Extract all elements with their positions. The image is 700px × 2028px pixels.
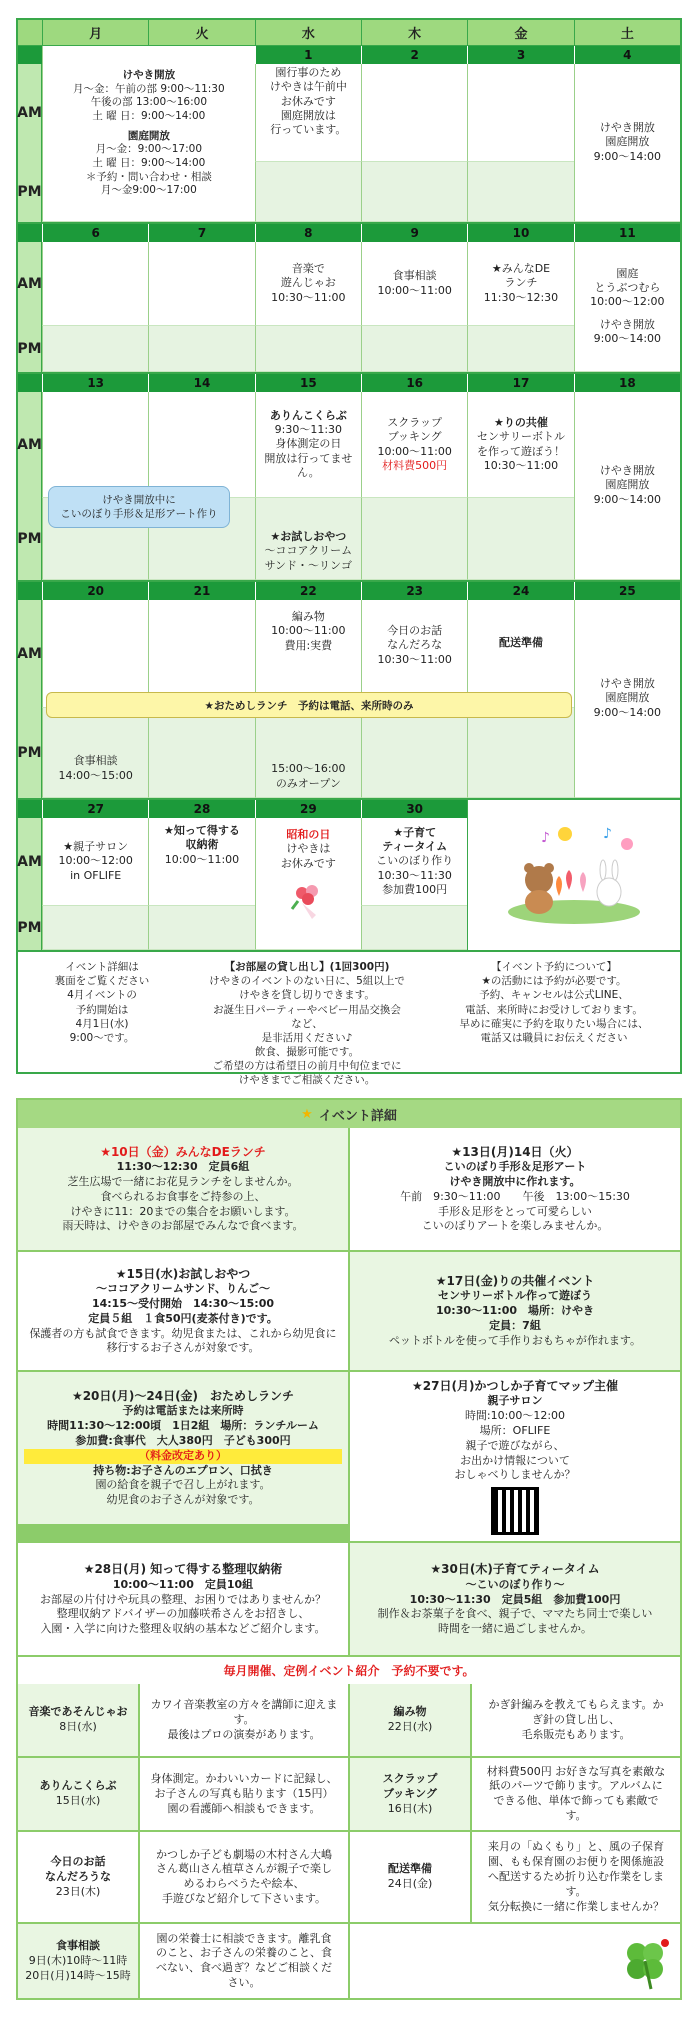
event-detail-30: ★30日(木)子育てティータイム ～こいのぼり作り～ 10:30～11:30 定員5組 参加費100円 制作＆お茶菓子を食べ、親子で、ママたち同士で楽しい 時間を一緒に過ごしませんか。 — [350, 1543, 680, 1655]
koinobori-banner: けやき開放中に こいのぼり手形＆足形アート作り — [48, 486, 230, 528]
svg-text:♪: ♪ — [541, 830, 551, 846]
event-4: けやき開放 園庭開放 9:00～14:00 — [574, 64, 680, 222]
regular-events-header: 毎月開催、定例イベント紹介 予約不要です。 — [18, 1655, 680, 1684]
date-27: 27 — [42, 800, 148, 818]
regular-events: 音楽であそんじゃお 8日(水) カワイ音楽教室の方々を講師に迎えます。 最後はプロの演奏があります。 編み物 22日(水) かぎ針編みを教えてもらえます。か ぎ針の貸し出し、 毛糸販売もあります。 ありんこくらぶ 15日(水) 身体測定。かわいいカードに記録し、 お子さんの写真も貼ります（15円） 園の看護師へ相談もできます。 スクラップ ブッキング 16日(木) 材料費500円 お好きな写真を素敵な 紙のパーツで飾ります。アルバムに できる他、単体で飾っても素敵で す。 今日のお話 なんだろうな 23日(木) かつしか子ども劇場の木村さん大嶋 さん葛山さん植草さんが親子で楽し めるわらべうたや絵本、 手遊びなど紹介して下さいます。 配送準備 24日(金) 来月の「ぬくもり」と、風の子保育 園、もも保育園のお便りを関係施設 へ配送するため折り込む作業をしま す。 気分転換に一緒に作業しませんか？ 食事相談 9日(木)10時～11時 20日(月)14時～15時 園の栄養士に相談できます。離乳食 のこと、お子さんの栄養のこと、食 べない、食べ過ぎ？などご相談くだ さい。 — [18, 1684, 680, 1998]
date-8: 8 — [255, 224, 361, 242]
event-24: 配送準備 — [467, 600, 573, 708]
date-14: 14 — [148, 374, 254, 392]
event-detail-10: ★10日（金）みんなDEランチ 11:30～12:30 定員6組 芝生広場で一緒にお花見ランチをしませんか。 食べられるお食事をご持参の上、 けやきに11：20までの集合をお願いします。 雨天時は、けやきのお部屋でみんなで食べます。 — [18, 1128, 348, 1250]
flower-bouquet-icon — [286, 879, 330, 923]
date-30: 30 — [361, 800, 467, 818]
note-reservation: 【イベント予約について】 ★の活動には予約が必要です。 予約、キャンセルは公式LINE、 電話、来所時にお受けしております。 早めに確実に予約を取りたい場合には、 電話又は職員にお伝えください — [459, 961, 649, 1044]
event-30: ★子育て ティータイム こいのぼり作り 10:30～11:30 参加費100円 — [361, 818, 467, 906]
regular-story: 今日のお話 なんだろうな 23日(木) — [18, 1832, 138, 1922]
date-9: 9 — [361, 224, 467, 242]
week-5: 27 28 29 30 AM PM ★親子サロン 10:00～12:00 in OFLIFE ★知って得する 収納術 10:00～11:00 昭和の日 けやきは お休みです ★子育て ティータイム こいのぼり作り 10:30～11:30 参加費100円 ♪ ♪ — [18, 800, 680, 950]
date-13: 13 — [42, 374, 148, 392]
lunch-banner: ★おためしランチ 予約は電話、来所時のみ — [46, 692, 572, 718]
event-8: 音楽で 遊んじゃお 10:30～11:00 — [255, 242, 361, 326]
event-10: ★みんなDE ランチ 11:30～12:30 — [467, 242, 573, 326]
date-17: 17 — [467, 374, 573, 392]
event-detail-17: ★17日(金)りの共催イベント センサリーボトル作って遊ぼう 10:30～11:00 場所：けやき 定員：7組 ペットボトルを使って手作りおもちゃが作れます。 — [350, 1252, 680, 1370]
star-icon: ★ — [301, 1106, 313, 1122]
day-mon: 月 — [42, 20, 148, 45]
regular-scrapbooking: スクラップ ブッキング 16日(木) — [350, 1758, 470, 1830]
week-2: 6 7 8 9 10 11 AM PM 音楽で 遊んじゃお 10:30～11:00 食事相談 10:00～11:00 ★みんなDE ランチ 11:30～12:30 園庭 とうぶつむら 10:00～12:00 けやき開放 9:00～14:00 — [18, 224, 680, 374]
date-4: 4 — [574, 46, 680, 64]
event-detail-28: ★28日(月) 知って得する整理収納術 10:00～11:00 定員10組 お部屋の片付けや玩具の整理、お困りではありませんか？ 整理収納アドバイザーの加藤咲希さんをお招きし、 入園・入学に向けた整理＆収納の基本などご紹介します。 — [18, 1543, 348, 1655]
date-6: 6 — [42, 224, 148, 242]
day-tue: 火 — [148, 20, 254, 45]
date-2: 2 — [361, 46, 467, 64]
day-fri: 金 — [467, 20, 573, 45]
event-29: 昭和の日 けやきは お休みです — [255, 818, 361, 950]
date-29: 29 — [255, 800, 361, 818]
date-28: 28 — [148, 800, 254, 818]
event-9: 食事相談 10:00～11:00 — [361, 242, 467, 326]
date-21: 21 — [148, 582, 254, 600]
event-detail-15: ★15日(水)お試しおやつ ～ココアクリームサンド、りんご～ 14:15～受付開始 14:30～15:00 定員５組 １食50円(麦茶付き)です。 保護者の方も試食できます。幼児食または、これから幼児食に 移行するお子さんが対象です。 — [18, 1252, 348, 1370]
bear-rabbit-tulips-icon — [499, 820, 649, 930]
qr-code[interactable] — [491, 1487, 539, 1535]
pm-label: PM — [18, 162, 42, 222]
event-1: 園行事のため けやきは午前中 お休みです 園庭開放は 行っています。 — [255, 64, 361, 162]
date-1: 1 — [255, 46, 361, 64]
date-18: 18 — [574, 374, 680, 392]
weekday-header — [18, 20, 680, 46]
clover-illustration — [350, 1924, 680, 1998]
regular-delivery: 配送準備 24日(金) — [350, 1832, 470, 1922]
event-22-pm: 15:00～16:00 のみオープン — [255, 708, 361, 798]
clover-icon — [615, 1931, 675, 1991]
event-details — [16, 1098, 682, 2000]
svg-text:♪: ♪ — [603, 826, 613, 842]
event-25: けやき開放 園庭開放 9:00～14:00 — [574, 600, 680, 798]
event-17: ★りの共催 センサリーボトル を作って遊ぼう！ 10:30～11:00 — [467, 392, 573, 498]
date-24: 24 — [467, 582, 573, 600]
note-room-rental: 【お部屋の貸し出し】(1回300円) けやきのイベントのない日に、5組以上で けやきを貸し切りできます。 お誕生日パーティーやベビー用品交換会 など、 是非活用ください♪ 飲食、撮影可能です。 ご希望の方は希望日の前月中旬位までに けやきまでご相談ください。 — [209, 961, 405, 1087]
event-16: スクラップ ブッキング 10:00～11:00 材料費500円 — [361, 392, 467, 498]
event-22-am: 編み物 10:00～11:00 費用:実費 — [255, 600, 361, 708]
event-15-pm: ★お試しおやつ ～ココアクリーム サンド・～リンゴ — [255, 498, 361, 580]
regular-knitting: 編み物 22日(水) — [350, 1684, 470, 1756]
regular-meal-consult: 食事相談 9日(木)10時～11時 20日(月)14時～15時 — [18, 1924, 138, 1998]
event-detail-27: ★27日(月)かつしか子育てマップ主催 親子サロン 時間:10:00～12:00 場所：OFLIFE 親子で遊びながら、 お出かけ情報について おしゃべりしませんか？ — [350, 1372, 680, 1541]
regular-music: 音楽であそんじゃお 8日(水) — [18, 1684, 138, 1756]
day-thu: 木 — [361, 20, 467, 45]
regular-arinko: ありんこくらぶ 15日(水) — [18, 1758, 138, 1830]
event-11: 園庭 とうぶつむら 10:00～12:00 けやき開放 9:00～14:00 — [574, 242, 680, 372]
date-22: 22 — [255, 582, 361, 600]
date-3: 3 — [467, 46, 573, 64]
date-25: 25 — [574, 582, 680, 600]
event-detail-20-24: ★20日(月)～24日(金) おためしランチ 予約は電話または来所時 時間11:30～12:00頃 1日2組 場所：ランチルーム 参加費:食事代 大人380円 子ども300円 （料金改定あり） 持ち物:お子さんのエプロン、口拭き 園の給食を親子で召し上がれます。 幼児食のお子さんが対象です。 — [18, 1372, 348, 1524]
week-3: 13 14 15 16 17 18 AM PM ありんこくらぶ 9:30～11:30 身体測定の日 開放は行ってませ ん。 スクラップ ブッキング 10:00～11:00 材料費500円 ★りの共催 センサリーボトル を作って遊ぼう！ 10:30～11:00 けやき開放 園庭開放 9:00～14:00 ★お試しおやつ ～ココアクリーム サンド・～リンゴ けやき開放中に こいのぼり手形＆足形アート作り — [18, 374, 680, 582]
event-details-header: ★ イベント詳細 — [18, 1100, 680, 1128]
date-10: 10 — [467, 224, 573, 242]
week-1 — [18, 46, 680, 224]
event-28: ★知って得する 収納術 10:00～11:00 — [148, 818, 254, 906]
day-wed: 水 — [255, 20, 361, 45]
event-15-am: ありんこくらぶ 9:30～11:30 身体測定の日 開放は行ってませ ん。 — [255, 392, 361, 498]
event-18: けやき開放 園庭開放 9:00～14:00 — [574, 392, 680, 580]
event-27: ★親子サロン 10:00～12:00 in OFLIFE — [42, 818, 148, 906]
date-7: 7 — [148, 224, 254, 242]
notes — [18, 950, 680, 1087]
note-event-details: イベント詳細は 裏面をご覧ください 4月イベントの 予約開始は 4月1日(水) 9:00～です。 — [54, 961, 150, 1044]
date-11: 11 — [574, 224, 680, 242]
event-20-pm: 食事相談 14:00～15:00 — [42, 708, 148, 798]
calendar — [16, 18, 682, 1087]
spring-illustration — [467, 800, 680, 950]
date-20: 20 — [42, 582, 148, 600]
week-4: 20 21 22 23 24 25 AM PM 編み物 10:00～11:00 費用:実費 今日のお話 なんだろな 10:30～11:00 配送準備 けやき開放 園庭開放 9:00～14:00 食事相談 14:00～15:00 15:00～16:00 のみオープン ★おためしランチ 予約は電話、来所時のみ — [18, 582, 680, 800]
date-23: 23 — [361, 582, 467, 600]
day-sat: 土 — [574, 20, 680, 45]
event-detail-13-14: ★13日(月)14日（火） こいのぼり手形＆足形アート けやき開放中に作れます。 午前 9:30～11:00 午後 13:00～15:30 手形＆足形をとって可愛らしい こいのぼりアートを楽しみませんか。 — [350, 1128, 680, 1250]
date-15: 15 — [255, 374, 361, 392]
keyaki-hours: けやき開放 月～金：午前の部 9:00～11:30 午後の部 13:00～16:00 土 曜 日：9:00～14:00 園庭開放 月～金：9:00～17:00 土 曜 日：9:00～14:00 ＊予約・問い合わせ・相談 月～金9:00～17:00 — [42, 46, 255, 222]
am-label: AM — [18, 64, 42, 162]
date-16: 16 — [361, 374, 467, 392]
event-23: 今日のお話 なんだろな 10:30～11:00 — [361, 600, 467, 708]
